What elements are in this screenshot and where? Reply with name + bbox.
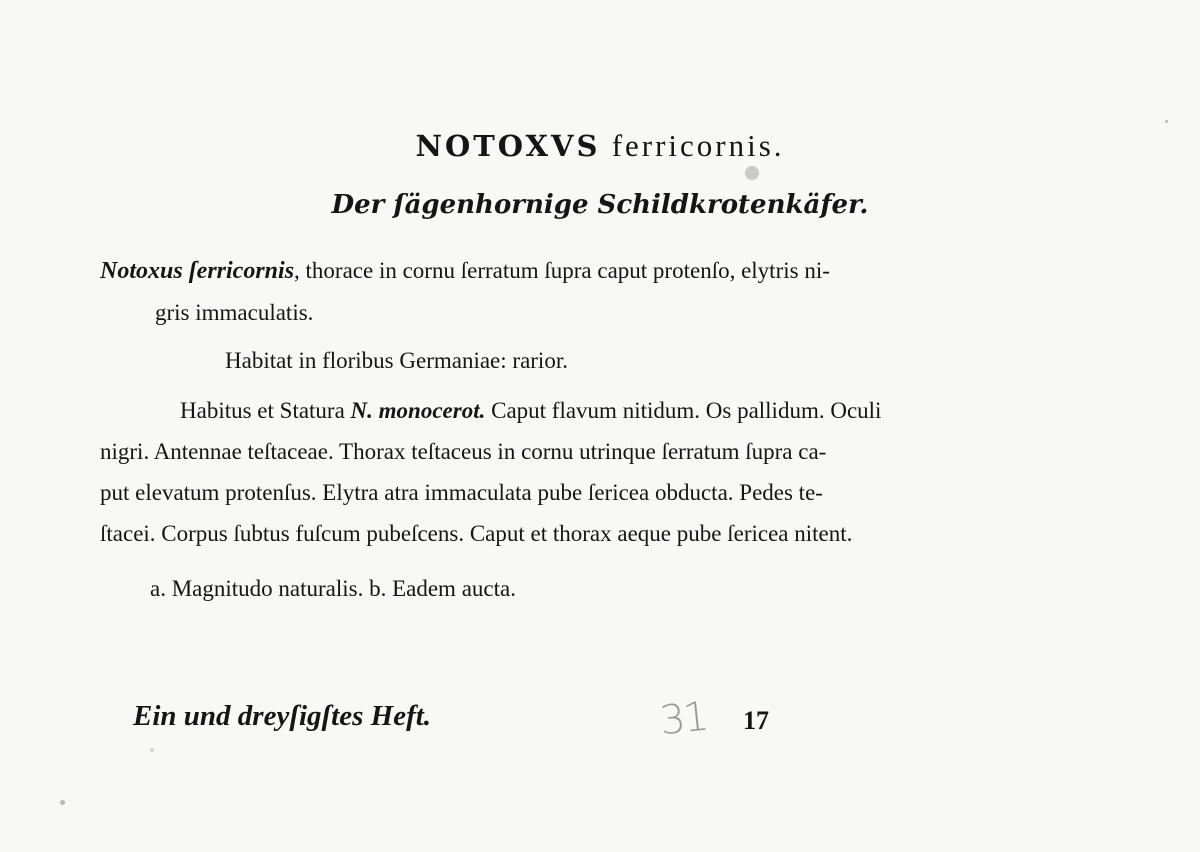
heft-signature: Ein und dreyſigſtes Heft. bbox=[133, 700, 432, 732]
figure-legend: a. Magnitudo naturalis. b. Eadem aucta. bbox=[150, 576, 516, 601]
ink-speck bbox=[150, 748, 154, 752]
diagnosis-line-2: gris immaculatis. bbox=[155, 300, 314, 325]
description-line-1 bbox=[100, 390, 1132, 431]
description-paragraph bbox=[100, 390, 1132, 554]
pencil-annotation: 31 bbox=[657, 693, 710, 745]
diagnosis-species-name: Notoxus ſerricornis bbox=[100, 258, 295, 284]
ink-speck bbox=[60, 800, 65, 805]
species-epithet: ferricornis. bbox=[611, 128, 785, 163]
german-name: Der ſägenhornige Schildkrotenkäfer. bbox=[331, 190, 869, 220]
species-title bbox=[0, 128, 1200, 164]
genus-name: NOTOXVS bbox=[415, 129, 601, 163]
description-line-4: ſtacei. Corpus ſubtus fuſcum pubeſcens. Caput et thorax aeque pube ſericea nitent. bbox=[100, 521, 853, 546]
ink-speck bbox=[745, 166, 759, 180]
description-text-1a: Habitus et Statura bbox=[180, 398, 345, 423]
page-number: 17 bbox=[743, 706, 769, 735]
description-reference: N. monocerot. bbox=[350, 398, 486, 423]
diagnosis-paragraph bbox=[100, 250, 1130, 333]
description-text-1b: Caput flavum nitidum. Os pallidum. Oculi bbox=[491, 398, 882, 423]
diagnosis-text-1: thorace in cornu ſerratum ſupra caput protenſo, elytris ni- bbox=[305, 258, 830, 283]
diagnosis-line-1: Notoxus ſerricornis, thorace in cornu ſerratum ſupra caput protenſo, elytris ni- bbox=[100, 258, 830, 284]
habitat-line: Habitat in floribus Germaniae: rarior. bbox=[225, 348, 568, 373]
description-line-2: nigri. Antennae teſtaceae. Thorax teſtaceus in cornu utrinque ſerratum ſupra ca- bbox=[100, 439, 827, 464]
description-line-3: put elevatum protenſus. Elytra atra immaculata pube ſericea obducta. Pedes te- bbox=[100, 480, 823, 505]
ink-speck bbox=[1165, 120, 1168, 123]
